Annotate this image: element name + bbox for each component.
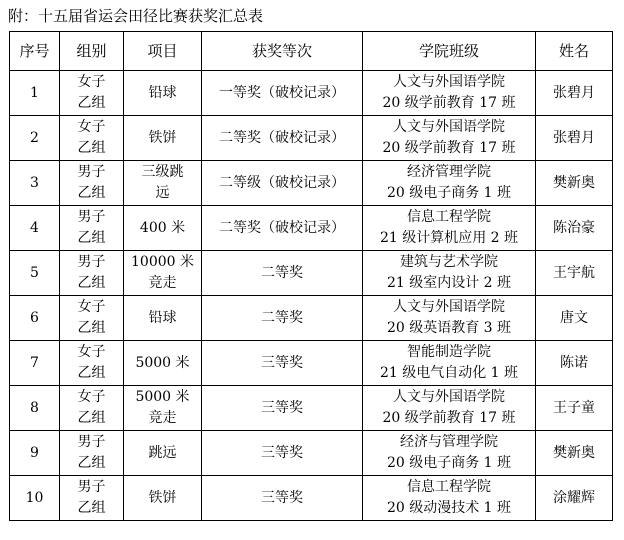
header-no: 序号 (10, 32, 60, 71)
header-event: 项目 (124, 32, 202, 71)
cell-no: 4 (10, 206, 60, 251)
cell-college-class: 人文与外国语学院 20 级学前教育 17 班 (363, 116, 536, 161)
cell-event: 400 米 (124, 206, 202, 251)
cell-group: 女子 乙组 (60, 341, 124, 386)
cell-group: 男子 乙组 (60, 161, 124, 206)
cell-event: 铁饼 (124, 116, 202, 161)
cell-college-class: 人文与外国语学院 20 级学前教育 17 班 (363, 386, 536, 431)
cell-name: 唐文 (536, 296, 613, 341)
cell-no: 3 (10, 161, 60, 206)
cell-award: 三等奖 (202, 431, 363, 476)
table-row (10, 431, 613, 476)
cell-event: 铁饼 (124, 476, 202, 521)
cell-no: 7 (10, 341, 60, 386)
cell-name: 张碧月 (536, 71, 613, 116)
cell-name: 涂耀辉 (536, 476, 613, 521)
header-college-class: 学院班级 (363, 32, 536, 71)
cell-group: 男子 乙组 (60, 251, 124, 296)
document-title: 附：十五届省运会田径比赛获奖汇总表 (8, 7, 264, 25)
cell-college-class: 信息工程学院 21 级计算机应用 2 班 (363, 206, 536, 251)
cell-name: 樊新奥 (536, 161, 613, 206)
cell-group: 男子 乙组 (60, 431, 124, 476)
table-header-row (10, 32, 613, 71)
cell-college-class: 信息工程学院 20 级动漫技术 1 班 (363, 476, 536, 521)
cell-group: 女子 乙组 (60, 71, 124, 116)
cell-no: 5 (10, 251, 60, 296)
table-row (10, 206, 613, 251)
cell-name: 王子童 (536, 386, 613, 431)
cell-event: 跳远 (124, 431, 202, 476)
cell-group: 男子 乙组 (60, 476, 124, 521)
table-row (10, 71, 613, 116)
cell-event: 10000 米 竞走 (124, 251, 202, 296)
cell-group: 女子 乙组 (60, 296, 124, 341)
cell-no: 1 (10, 71, 60, 116)
cell-no: 8 (10, 386, 60, 431)
cell-college-class: 人文与外国语学院 20 级英语教育 3 班 (363, 296, 536, 341)
cell-college-class: 建筑与艺术学院 21 级室内设计 2 班 (363, 251, 536, 296)
table-row (10, 296, 613, 341)
header-award: 获奖等次 (202, 32, 363, 71)
awards-table (9, 31, 613, 521)
table-row (10, 386, 613, 431)
cell-name: 张碧月 (536, 116, 613, 161)
cell-event: 三级跳 远 (124, 161, 202, 206)
cell-no: 10 (10, 476, 60, 521)
table-row (10, 116, 613, 161)
cell-award: 二等奖（破校记录） (202, 116, 363, 161)
cell-name: 樊新奥 (536, 431, 613, 476)
header-group: 组别 (60, 32, 124, 71)
cell-no: 6 (10, 296, 60, 341)
table-row (10, 161, 613, 206)
cell-award: 三等奖 (202, 386, 363, 431)
cell-award: 一等奖（破校记录） (202, 71, 363, 116)
cell-award: 三等奖 (202, 476, 363, 521)
cell-award: 二等奖（破校记录） (202, 206, 363, 251)
cell-college-class: 人文与外国语学院 20 级学前教育 17 班 (363, 71, 536, 116)
cell-award: 二等奖 (202, 296, 363, 341)
table-row (10, 476, 613, 521)
header-name: 姓名 (536, 32, 613, 71)
cell-name: 王宇航 (536, 251, 613, 296)
cell-no: 9 (10, 431, 60, 476)
cell-no: 2 (10, 116, 60, 161)
table-row (10, 341, 613, 386)
cell-group: 女子 乙组 (60, 116, 124, 161)
cell-group: 女子 乙组 (60, 386, 124, 431)
cell-event: 5000 米 竞走 (124, 386, 202, 431)
cell-name: 陈诺 (536, 341, 613, 386)
cell-name: 陈治豪 (536, 206, 613, 251)
cell-award: 三等奖 (202, 341, 363, 386)
cell-event: 铅球 (124, 71, 202, 116)
cell-college-class: 经济与管理学院 20 级电子商务 1 班 (363, 431, 536, 476)
cell-event: 铅球 (124, 296, 202, 341)
table-row (10, 251, 613, 296)
cell-award: 二等级（破校记录） (202, 161, 363, 206)
cell-award: 二等奖 (202, 251, 363, 296)
cell-college-class: 经济管理学院 20 级电子商务 1 班 (363, 161, 536, 206)
cell-event: 5000 米 (124, 341, 202, 386)
cell-group: 男子 乙组 (60, 206, 124, 251)
cell-college-class: 智能制造学院 21 级电气自动化 1 班 (363, 341, 536, 386)
